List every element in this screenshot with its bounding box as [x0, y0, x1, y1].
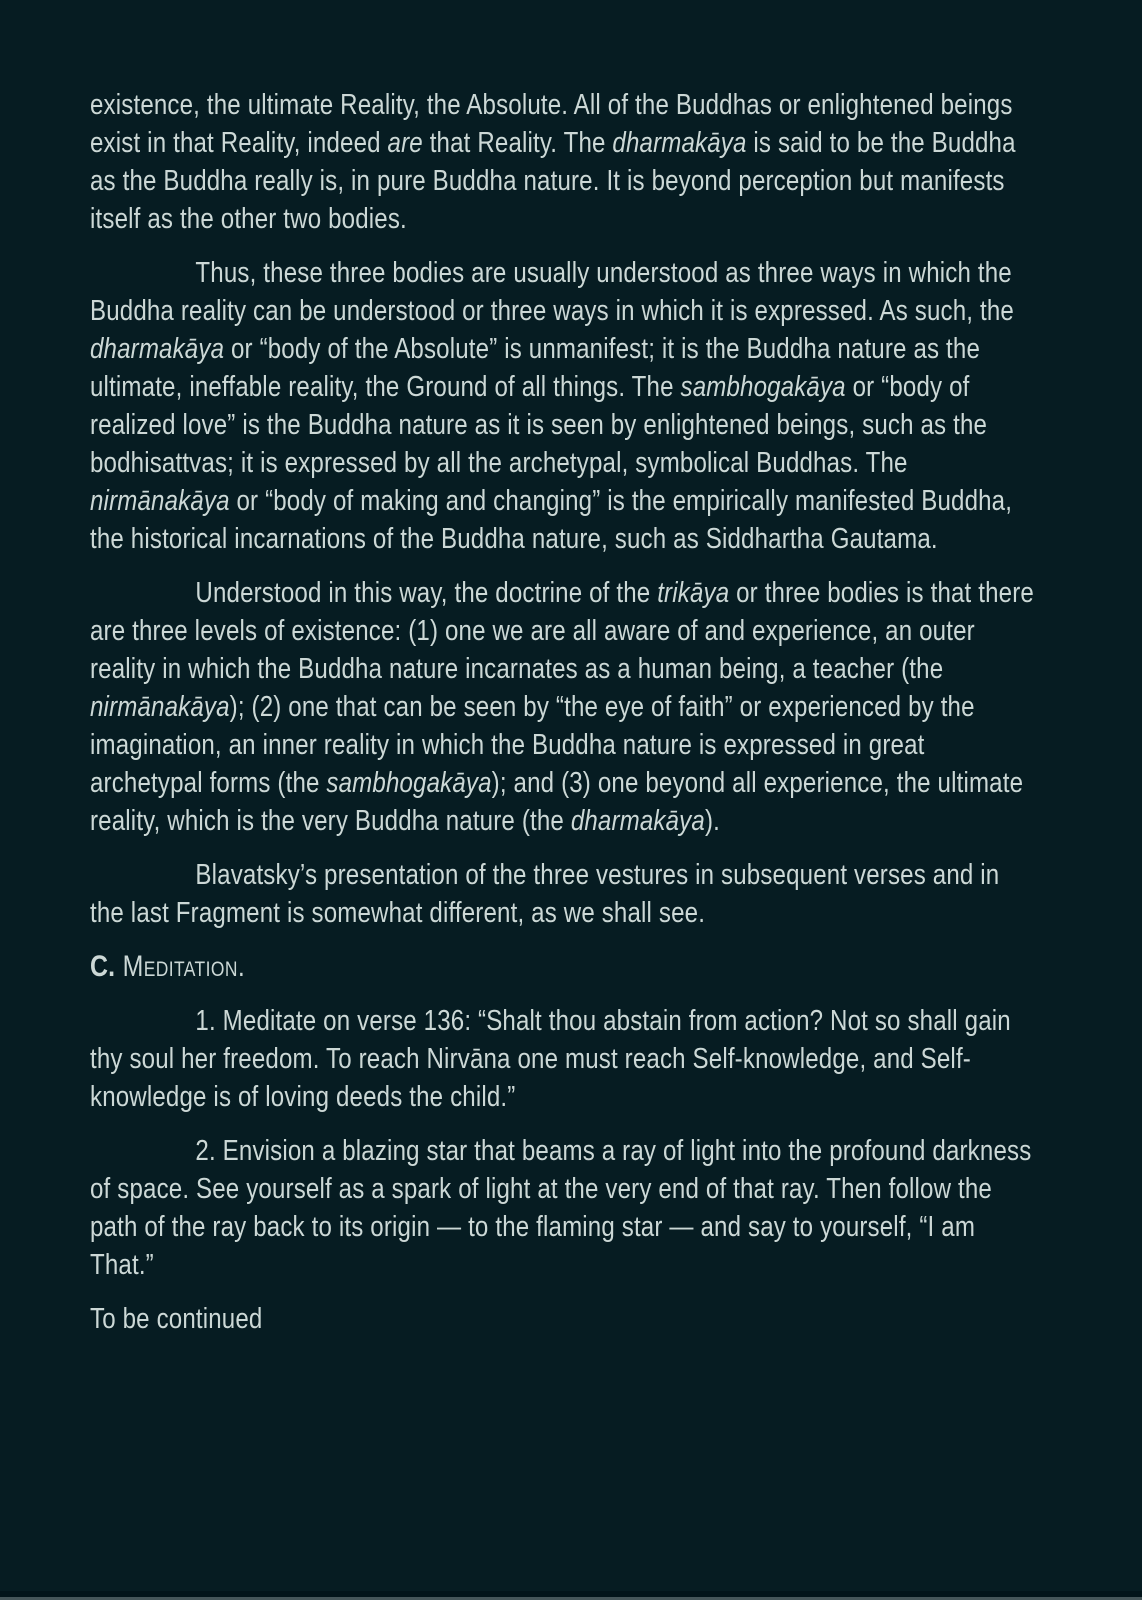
paragraph-meditation-1	[90, 1002, 1035, 1116]
text-run: 2. Envision a blazing star that beams a ray of light into the profound darkness of space. See yourself as a spark of light at the very end of that ray. Then follow the path of the ray back to its origin — to the flaming star — and say to yourself, “I am That.”	[90, 1135, 1032, 1281]
text-run: 1. Meditate on verse 136: “Shalt thou abstain from action? Not so shall gain thy soul her freedom. To reach Nirvāna one must reach Self-knowledge, and Self-knowledge is of loving deeds the child.”	[90, 1005, 1011, 1113]
to-be-continued-note	[90, 1300, 1035, 1338]
paragraph-continuation	[90, 86, 1035, 238]
text-run: are	[387, 127, 423, 159]
text-run: nirmānakāya	[90, 485, 230, 517]
text-run: dharmakāya	[612, 127, 747, 159]
paragraph-three-bodies	[90, 254, 1035, 558]
text-run: trikāya	[657, 577, 730, 609]
text-run: To be continued	[90, 1303, 263, 1335]
text-run: dharmakāya	[570, 805, 705, 837]
text-run: that Reality. The	[422, 127, 613, 159]
text-run: or “body of realized love” is the Buddha nature as it is seen by enlightened beings, such as the bodhisattvas; it is expressed by all the archetypal, symbolical Buddhas. The	[90, 371, 988, 479]
text-run: or three bodies is that there are three levels of existence: (1) one we are all aware of and experience, an outer reality in which the Buddha nature incarnates as a human being, a teacher (the	[90, 577, 1034, 685]
document-text	[90, 86, 1035, 1354]
text-run: dharmakāya	[90, 333, 225, 365]
text-run: or “body of the Absolute” is unmanifest; it is the Buddha nature as the ultimate, ineffable reality, the Ground of all things. The	[90, 333, 981, 403]
text-run: Blavatsky’s presentation of the three vestures in subsequent verses and in the last Fragment is somewhat different, as we shall see.	[90, 859, 1000, 929]
text-run: is said to be the Buddha as the Buddha really is, in pure Buddha nature. It is beyond perception but manifests itself as the other two bodies.	[90, 127, 1016, 235]
text-run: ); and (3) one beyond all experience, the ultimate reality, which is the very Buddha nature (the	[90, 767, 1024, 837]
text-run: sambhogakāya	[680, 371, 846, 403]
paragraph-meditation-2	[90, 1132, 1035, 1284]
text-run: C.	[90, 950, 116, 983]
text-run: sambhogakāya	[326, 767, 492, 799]
text-run: ); (2) one that can be seen by “the eye of faith” or experienced by the imagination, an inner reality in which the Buddha nature is expressed in great archetypal forms (the	[90, 691, 975, 799]
paragraph-three-levels	[90, 574, 1035, 840]
text-run: Thus, these three bodies are usually understood as three ways in which the Buddha reality can be understood or three ways in which it is expressed. As such, the	[90, 257, 1014, 327]
text-run: Understood in this way, the doctrine of the	[195, 577, 658, 609]
text-run: ).	[704, 805, 720, 837]
section-heading-meditation	[90, 948, 1035, 986]
text-run: existence, the ultimate Reality, the Absolute. All of the Buddhas or enlightened beings exist in that Reality, indeed	[90, 89, 1013, 159]
text-run: or “body of making and changing” is the empirically manifested Buddha, the historical incarnations of the Buddha nature, such as Siddhartha Gautama.	[90, 485, 1013, 555]
text-run: nirmānakāya	[90, 691, 230, 723]
text-run: Meditation.	[115, 950, 246, 983]
paragraph-blavatsky	[90, 856, 1035, 932]
